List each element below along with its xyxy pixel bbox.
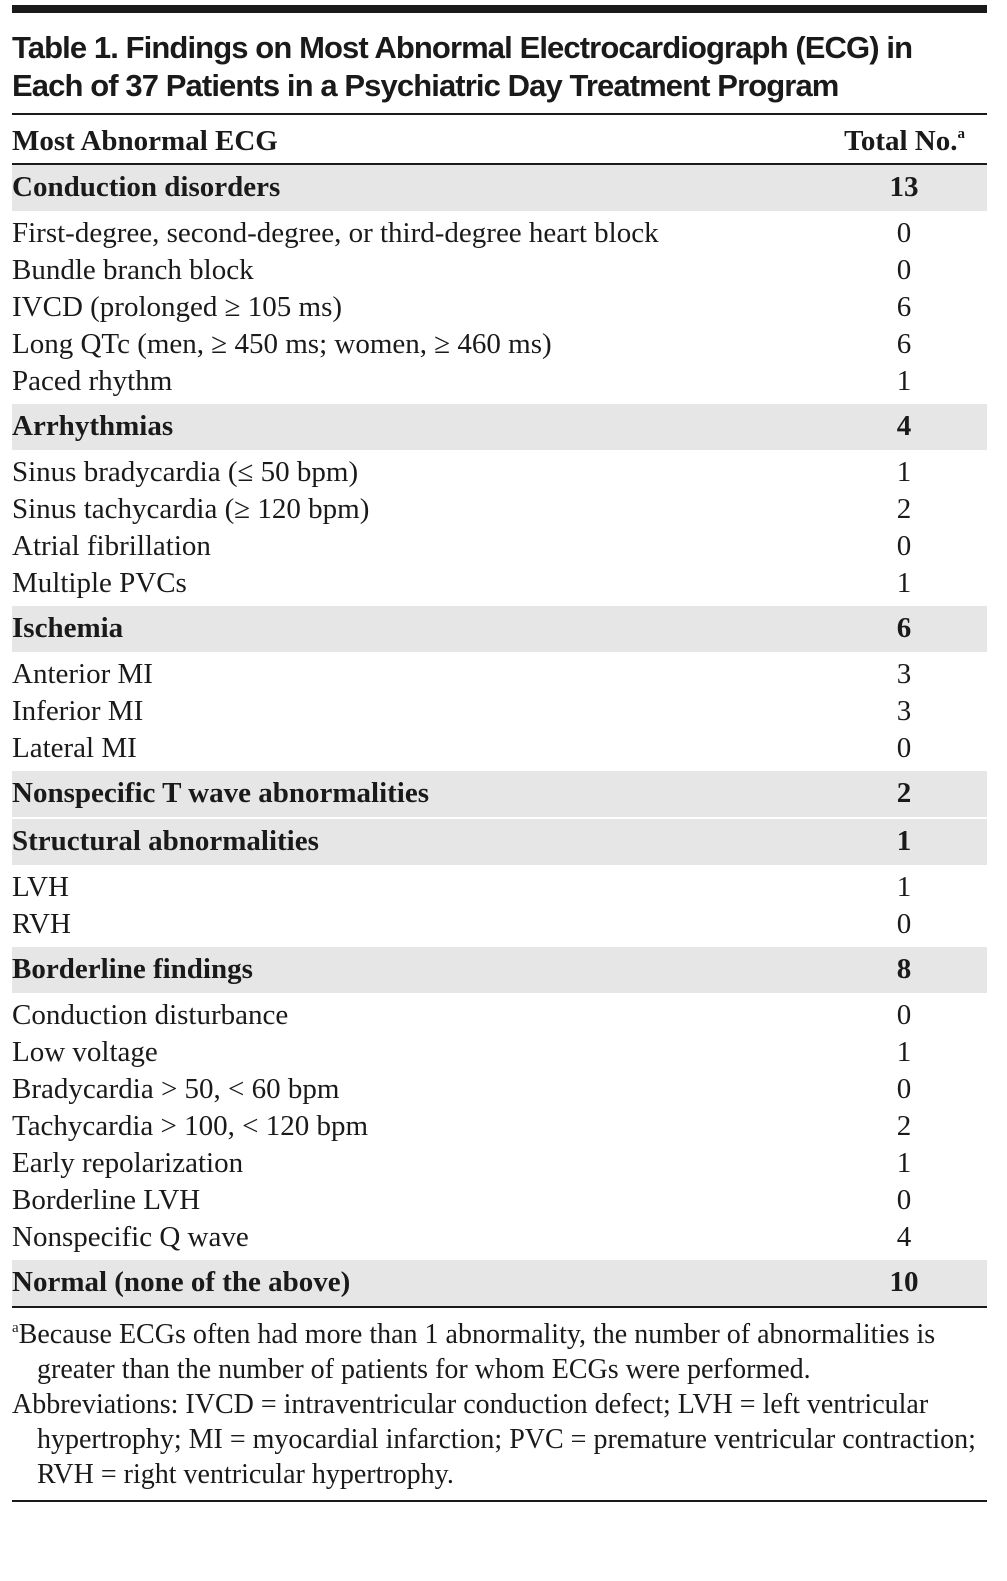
finding-total: 2 <box>896 493 912 525</box>
table-row <box>12 656 987 693</box>
table-row <box>12 1219 987 1256</box>
category-row <box>12 819 987 865</box>
finding-label: RVH <box>12 908 71 940</box>
table-row <box>12 1108 987 1145</box>
finding-total: 3 <box>896 695 912 727</box>
category-label: Ischemia <box>12 612 124 644</box>
finding-label: Nonspecific Q wave <box>12 1221 249 1253</box>
finding-total: 1 <box>896 1036 912 1068</box>
table-title: Table 1. Findings on Most Abnormal Electrocardiograph (ECG) in Each of 37 Patients in a Psychiatric Day Treatment Program <box>12 30 913 103</box>
finding-total: 0 <box>896 732 912 764</box>
table-row <box>12 528 987 565</box>
item-group <box>12 211 987 404</box>
category-label: Conduction disorders <box>12 171 281 203</box>
category-row <box>12 404 987 450</box>
finding-total: 1 <box>896 365 912 397</box>
category-label: Borderline findings <box>12 953 253 985</box>
category-label: Normal (none of the above) <box>12 1266 351 1298</box>
finding-label: First-degree, second-degree, or third-degree heart block <box>12 217 659 249</box>
finding-total: 0 <box>896 908 912 940</box>
category-total: 10 <box>889 1266 919 1298</box>
finding-total: 0 <box>896 1073 912 1105</box>
category-label: Arrhythmias <box>12 410 174 442</box>
table-row <box>12 997 987 1034</box>
category-row <box>12 1260 987 1306</box>
table-row <box>12 491 987 528</box>
footnote-marker: a <box>957 126 965 142</box>
bottom-rule <box>12 1500 987 1502</box>
finding-total: 6 <box>896 328 912 360</box>
finding-total: 0 <box>896 217 912 249</box>
category-total: 6 <box>896 612 912 644</box>
finding-label: Anterior MI <box>12 658 153 690</box>
table-row <box>12 1034 987 1071</box>
finding-label: Low voltage <box>12 1036 158 1068</box>
table-row <box>12 730 987 767</box>
table-row <box>12 326 987 363</box>
finding-label: Long QTc (men, ≥ 450 ms; women, ≥ 460 ms) <box>12 328 552 360</box>
finding-label: Sinus bradycardia (≤ 50 bpm) <box>12 456 359 488</box>
table-row <box>12 565 987 602</box>
category-total: 4 <box>896 410 912 442</box>
table-row <box>12 693 987 730</box>
table-row <box>12 869 987 906</box>
finding-total: 0 <box>896 1184 912 1216</box>
category-total: 2 <box>896 777 912 809</box>
footnotes <box>12 1308 987 1500</box>
item-group <box>12 652 987 771</box>
finding-total: 1 <box>896 871 912 903</box>
finding-total: 4 <box>896 1221 912 1253</box>
table-row <box>12 454 987 491</box>
finding-total: 3 <box>896 658 912 690</box>
item-group <box>12 450 987 606</box>
footnote-a: $^a$Because ECGs often had more than 1 abnormality, the number of abnormalities is greater than the number of patients for whom ECGs were performed. <box>12 1319 936 1385</box>
category-row <box>12 771 987 817</box>
category-row <box>12 947 987 993</box>
finding-label: Multiple PVCs <box>12 567 187 599</box>
finding-label: Conduction disturbance <box>12 999 289 1031</box>
finding-label: Atrial fibrillation <box>12 530 211 562</box>
table-row <box>12 252 987 289</box>
finding-label: Sinus tachycardia (≥ 120 bpm) <box>12 493 370 525</box>
finding-total: 0 <box>896 530 912 562</box>
category-label: Nonspecific T wave abnormalities <box>12 777 430 809</box>
table-row <box>12 215 987 252</box>
category-total: 8 <box>896 953 912 985</box>
finding-label: Tachycardia > 100, < 120 bpm <box>12 1110 369 1142</box>
table-row <box>12 1182 987 1219</box>
category-label: Structural abnormalities <box>12 825 319 857</box>
table-row <box>12 906 987 943</box>
category-total: 1 <box>896 825 912 857</box>
table-row <box>12 363 987 400</box>
table-figure <box>12 5 987 1502</box>
header-col-total: Total No.$^a$ <box>844 125 965 157</box>
finding-total: 6 <box>896 291 912 323</box>
finding-label: Bundle branch block <box>12 254 254 286</box>
top-rule <box>12 5 987 13</box>
table-row <box>12 289 987 326</box>
finding-total: 1 <box>896 1147 912 1179</box>
table-header <box>12 115 987 163</box>
finding-label: Borderline LVH <box>12 1184 201 1216</box>
finding-label: Inferior MI <box>12 695 144 727</box>
finding-label: IVCD (prolonged ≥ 105 ms) <box>12 291 343 323</box>
finding-label: Paced rhythm <box>12 365 173 397</box>
finding-label: Lateral MI <box>12 732 137 764</box>
category-row <box>12 606 987 652</box>
category-row <box>12 165 987 211</box>
header-col-ecg: Most Abnormal ECG <box>12 125 278 157</box>
finding-total: 1 <box>896 567 912 599</box>
table-row <box>12 1145 987 1182</box>
finding-label: Early repolarization <box>12 1147 244 1179</box>
table-row <box>12 1071 987 1108</box>
table-body <box>12 165 987 1306</box>
finding-label: LVH <box>12 871 69 903</box>
finding-total: 0 <box>896 254 912 286</box>
finding-total: 1 <box>896 456 912 488</box>
finding-total: 0 <box>896 999 912 1031</box>
finding-total: 2 <box>896 1110 912 1142</box>
item-group <box>12 865 987 947</box>
category-total: 13 <box>889 171 919 203</box>
footnote-abbreviations: Abbreviations: IVCD = intraventricular conduction defect; LVH = left ventricular hypertrophy; MI = myocardial infarction; PVC = premature ventricular contraction; RVH = right ventricular hypertrophy. <box>12 1389 976 1490</box>
finding-label: Bradycardia > 50, < 60 bpm <box>12 1073 340 1105</box>
item-group <box>12 993 987 1260</box>
